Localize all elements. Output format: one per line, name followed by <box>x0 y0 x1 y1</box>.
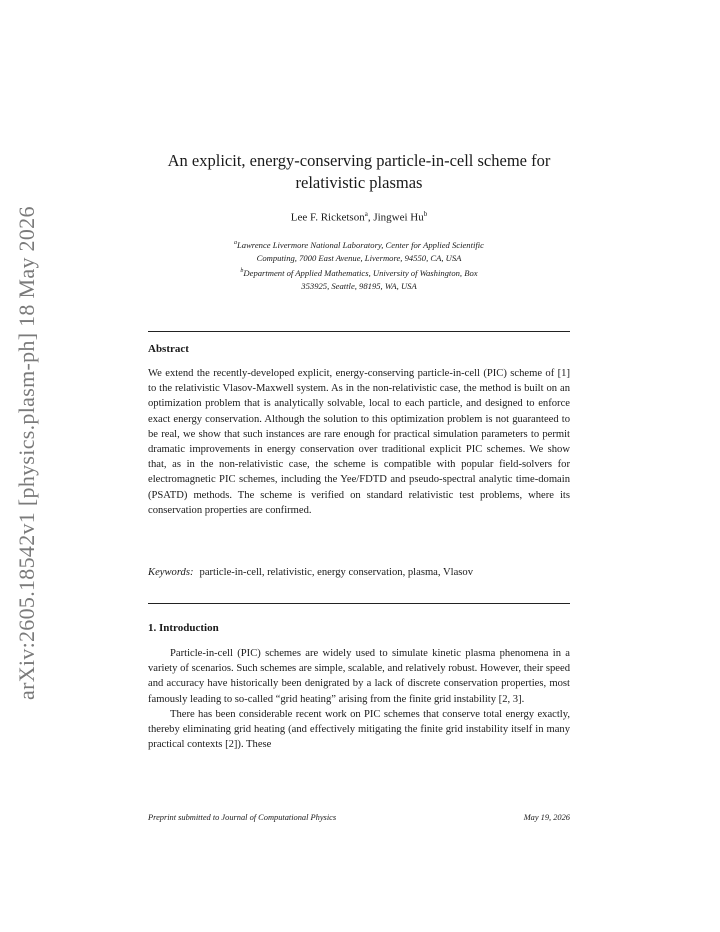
affiliation-b-line-2: 353925, Seattle, 98195, WA, USA <box>301 280 417 291</box>
affiliation-a-line-2: Computing, 7000 East Avenue, Livermore, 94550, CA, USA <box>256 252 462 263</box>
introduction-paragraph-1: Particle-in-cell (PIC) schemes are widely used to simulate kinetic plasma phenomena in a variety of scenarios. Such schemes are simple, scalable, and relatively robust. However, their speed and accuracy have historically been denigrated by a lack of discrete conservation properties, most famously leading to so-called “grid heating” arising from the finite grid instability [2, 3]. <box>148 648 570 705</box>
abstract-text: We extend the recently-developed explicit, energy-conserving particle-in-cell (PIC) scheme of [1] to the relativistic Vlasov-Maxwell system. As in the non-relativistic case, the method is built on an optimization problem that is analytically solvable, local to each particle, and designed to enforce exact energy conservation. Although the solution to this optimization problem is not guaranteed to be real, we show that such instances are rare enough for practical simulation parameters to permit dramatic improvements in energy conservation over traditional explicit PIC schemes. We show that, as in the non-relativistic case, the scheme is compatible with popular field-solvers for electromagnetic PIC schemes, including the Yee/FDTD and pseudo-spectral analytic time-domain (PSATD) methods. The scheme is verified on standard relativistic test problems, where its conservation properties are confirmed. <box>148 368 570 516</box>
footer-journal-note: Preprint submitted to Journal of Computational Physics <box>148 813 337 822</box>
introduction-paragraph-2: There has been considerable recent work on PIC schemes that conserve total energy exactly, thereby eliminating grid heating (and effectively mitigating the finite grid instability itself in many practical contexts [2]). These <box>148 708 570 751</box>
title-line-2: relativistic plasmas <box>295 173 423 192</box>
introduction-body <box>148 646 570 752</box>
affiliation-marker: a <box>364 210 368 218</box>
affiliation-marker: b <box>423 210 428 218</box>
page-footer <box>148 813 570 822</box>
affiliation-b-line-1: $^b$Department of Applied Mathematics, University of Washington, Box <box>240 267 478 278</box>
author-list <box>148 210 570 224</box>
keywords-text: particle-in-cell, relativistic, energy conservation, plasma, Vlasov <box>199 567 473 578</box>
affiliation-a-line-1: $^a$Lawrence Livermore National Laboratory, Center for Applied Scientific <box>234 239 484 250</box>
author-name: Lee F. Ricketson <box>290 211 365 224</box>
paper-title <box>148 150 570 194</box>
keywords-label: Keywords: <box>148 567 194 578</box>
keywords <box>148 565 570 580</box>
author-separator: , <box>367 211 374 224</box>
abstract-top-rule <box>148 331 570 332</box>
author-name: Jingwei Hu <box>373 211 424 224</box>
footer-date: May 19, 2026 <box>523 813 570 822</box>
title-line-1: An explicit, energy-conserving particle-in-cell scheme for <box>167 151 551 170</box>
abstract-heading: Abstract <box>148 343 189 355</box>
section-heading-introduction: 1. Introduction <box>148 622 219 634</box>
arxiv-identifier-stamp: arXiv:2605.18542v1 [physics.plasm-ph] 18 May 2026 <box>14 206 39 700</box>
abstract-bottom-rule <box>148 603 570 604</box>
affiliations <box>148 237 570 293</box>
